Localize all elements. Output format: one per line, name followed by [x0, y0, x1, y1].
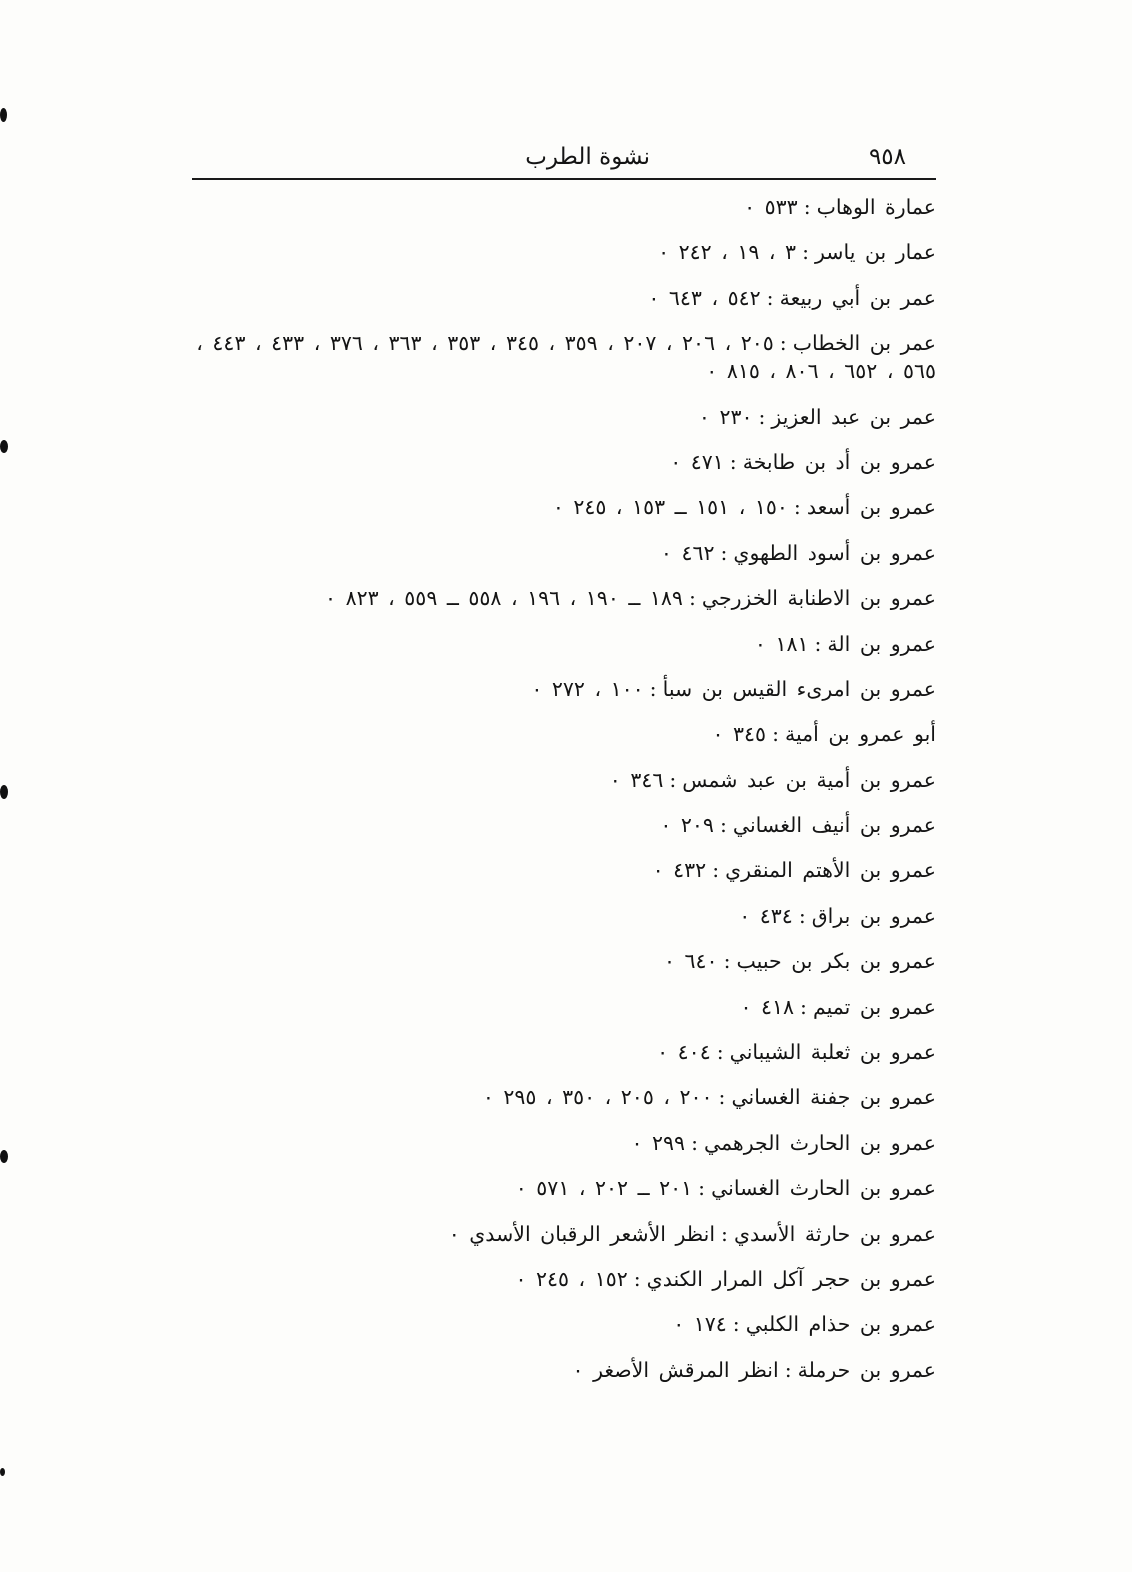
- scan-speck: [0, 785, 8, 799]
- entry-refs: ٤٧١ ٠: [670, 449, 724, 474]
- index-entry: عمرو بن الة:١٨١ ٠: [754, 631, 936, 656]
- index-entry: عمار بن ياسر:٣ ، ١٩ ، ٢٤٢ ٠: [658, 240, 936, 265]
- entry-refs: ١٨٩ ــ ١٩٠ ، ١٩٦ ، ٥٥٨ ــ ٥٥٩ ، ٨٢٣ ٠: [325, 586, 683, 611]
- index-entry: عمرو بن أمية بن عبد شمس:٣٤٦ ٠: [609, 767, 936, 792]
- entry-name: عمر بن عبد العزيز: [771, 404, 936, 429]
- index-entry: عمرو بن ثعلبة الشيباني:٤٠٤ ٠: [657, 1040, 936, 1065]
- entry-refs: ٥٤٢ ، ٦٤٣ ٠: [648, 285, 761, 310]
- index-entry: عمرو بن الحارث الغساني:٢٠١ ــ ٢٠٢ ، ٥٧١ ٠: [515, 1176, 936, 1201]
- entry-name: عمرو بن الة: [827, 631, 936, 656]
- entry-name: عمر بن أبي ربيعة: [779, 285, 936, 310]
- entry-refs: ٢٠٠ ، ٢٠٥ ، ٣٥٠ ، ٢٩٥ ٠: [482, 1085, 713, 1110]
- entry-name: عمرو بن بكر بن حبيب: [736, 949, 936, 974]
- page-number: ٩٥٨: [868, 144, 906, 170]
- index-entry: عمر بن عبد العزيز:٢٣٠ ٠: [698, 404, 936, 429]
- entry-name: عمرو بن براق: [811, 903, 936, 928]
- scan-speck: [0, 1468, 5, 1476]
- index-entries: [192, 193, 936, 1401]
- entry-name: عمرو بن امرىء القيس بن سبأ: [662, 676, 936, 701]
- index-entry: عمرو بن أنيف الغساني:٢٠٩ ٠: [660, 813, 936, 838]
- entry-name: عمرو بن أمية بن عبد شمس: [682, 767, 936, 792]
- index-entry: عمرو بن الحارث الجرهمي:٢٩٩ ٠: [631, 1130, 936, 1155]
- entry-name: عمرو بن أنيف الغساني: [732, 813, 936, 838]
- entry-refs: ٣ ، ١٩ ، ٢٤٢ ٠: [658, 240, 797, 265]
- entry-name: عمرو بن حذام الكلبي: [745, 1312, 936, 1337]
- entry-name: عمرو بن حرملة: [797, 1357, 936, 1382]
- entry-refs: ٣٤٦ ٠: [609, 767, 664, 792]
- index-entry: عمرو بن الاطنابة الخزرجي:١٨٩ ــ ١٩٠ ، ١٩٦ ، ٥٥٨ ــ ٥٥٩ ، ٨٢٣ ٠: [325, 586, 936, 611]
- entry-refs: ١٠٠ ، ٢٧٢ ٠: [531, 676, 644, 701]
- index-entry: عمرو بن براق:٤٣٤ ٠: [739, 903, 936, 928]
- index-entry: عمرو بن امرىء القيس بن سبأ:١٠٠ ، ٢٧٢ ٠: [531, 676, 936, 701]
- index-entry: عمارة الوهاب:٥٣٣ ٠: [744, 195, 936, 219]
- index-entry: عمرو بن أسود الطهوي:٤٦٢ ٠: [660, 540, 936, 565]
- index-entry: عمرو بن جفنة الغساني:٢٠٠ ، ٢٠٥ ، ٣٥٠ ، ٢٩٥ ٠: [482, 1085, 936, 1110]
- entry-name: عمار بن ياسر: [814, 240, 936, 265]
- entry-name: عمرو بن حجر آكل المرار الكندي: [646, 1266, 936, 1291]
- entry-refs: ٢٠٥ ، ٢٠٦ ، ٢٠٧ ، ٣٥٩ ، ٣٤٥ ، ٣٥٣ ، ٣٦٣ ، ٣٧٦ ، ٤٣٣ ، ٤٤٣ ، ٥٦٥ ، ٦٥٢ ، ٨٠٦ ، ٨١٥ ٠: [196, 331, 936, 384]
- index-entry: عمرو بن الأهتم المنقري:٤٣٢ ٠: [652, 858, 936, 883]
- scan-speck: [0, 1150, 8, 1163]
- entry-refs: ٢٩٩ ٠: [631, 1130, 686, 1155]
- entry-name: عمرو بن أد بن طابخة: [742, 449, 936, 474]
- index-entry: أبو عمرو بن أمية:٣٤٥ ٠: [712, 722, 936, 747]
- entry-name: عمارة الوهاب: [816, 195, 936, 219]
- entry-refs: ٢٠٩ ٠: [660, 813, 714, 838]
- running-title: نشوة الطرب: [525, 144, 650, 170]
- entry-refs: ٤٣٢ ٠: [652, 858, 707, 883]
- entry-name: عمرو بن حارثة الأسدي: [733, 1221, 936, 1246]
- entry-name: عمرو بن ثعلبة الشيباني: [729, 1040, 936, 1065]
- entry-name: عمرو بن الحارث الجرهمي: [703, 1130, 936, 1155]
- entry-refs: ٤٦٢ ٠: [660, 540, 715, 565]
- entry-refs: ٢٣٠ ٠: [698, 404, 753, 429]
- entry-refs: ١٨١ ٠: [754, 631, 809, 656]
- index-entry: عمر بن الخطاب:٢٠٥ ، ٢٠٦ ، ٢٠٧ ، ٣٥٩ ، ٣٤٥ ، ٣٥٣ ، ٣٦٣ ، ٣٧٦ ، ٤٣٣ ، ٤٤٣ ، ٥٦٥ ، ٦٥٢ ، ٨٠٦ ، ٨١٥ ٠: [196, 331, 936, 384]
- entry-refs: ٢٠١ ــ ٢٠٢ ، ٥٧١ ٠: [515, 1176, 693, 1201]
- index-entry: عمرو بن بكر بن حبيب:٦٤٠ ٠: [663, 949, 936, 974]
- entry-name: عمرو بن أسود الطهوي: [733, 540, 936, 565]
- index-entry: عمرو بن حرملة:انظر المرقش الأصغر ٠: [572, 1357, 936, 1382]
- entry-name: عمرو بن الحارث الغساني: [711, 1176, 936, 1201]
- entry-name: عمرو بن الاطنابة الخزرجي: [701, 586, 936, 611]
- entry-name: عمرو بن تميم: [812, 994, 936, 1019]
- entry-name: عمر بن الخطاب: [792, 331, 936, 356]
- index-entry: عمرو بن تميم:٤١٨ ٠: [740, 994, 936, 1019]
- entry-refs: ٤١٨ ٠: [740, 994, 795, 1019]
- index-entry: عمرو بن حجر آكل المرار الكندي:١٥٢ ، ٢٤٥ ٠: [515, 1266, 936, 1291]
- entry-refs: ٤٠٤ ٠: [657, 1040, 711, 1065]
- entry-refs: ٤٣٤ ٠: [739, 903, 793, 928]
- entry-refs: ٥٣٣ ٠: [744, 195, 798, 219]
- entry-refs: انظر المرقش الأصغر ٠: [572, 1357, 779, 1382]
- entry-refs: ١٥٠ ، ١٥١ ــ ١٥٣ ، ٢٤٥ ٠: [552, 495, 788, 520]
- entry-refs: ٦٤٠ ٠: [663, 949, 718, 974]
- entry-refs: ١٥٢ ، ٢٤٥ ٠: [515, 1266, 628, 1291]
- index-entry: عمرو بن أد بن طابخة:٤٧١ ٠: [670, 449, 936, 474]
- scan-speck: [0, 108, 7, 122]
- entry-name: عمرو بن أسعد: [806, 495, 936, 520]
- index-entry: عمرو بن أسعد:١٥٠ ، ١٥١ ــ ١٥٣ ، ٢٤٥ ٠: [552, 495, 936, 520]
- entry-name: عمرو بن الأهتم المنقري: [725, 858, 936, 883]
- entry-refs: ٣٤٥ ٠: [712, 722, 767, 747]
- index-entry: عمرو بن حارثة الأسدي:انظر الأشعر الرقبان الأسدي ٠: [448, 1221, 936, 1246]
- scan-speck: [0, 440, 8, 453]
- entry-name: أبو عمرو بن أمية: [785, 722, 936, 747]
- entry-refs: انظر الأشعر الرقبان الأسدي ٠: [448, 1221, 716, 1246]
- index-entry: عمرو بن حذام الكلبي:١٧٤ ٠: [673, 1312, 936, 1337]
- page-header: [192, 142, 936, 180]
- index-entry: عمر بن أبي ربيعة:٥٤٢ ، ٦٤٣ ٠: [648, 285, 936, 310]
- entry-refs: ١٧٤ ٠: [673, 1312, 727, 1337]
- entry-name: عمرو بن جفنة الغساني: [731, 1085, 936, 1110]
